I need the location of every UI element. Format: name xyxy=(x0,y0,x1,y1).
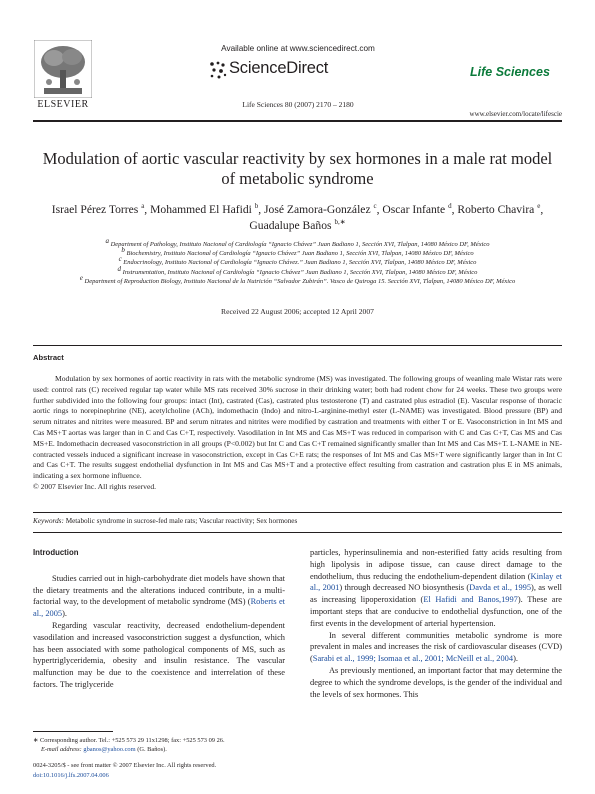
introduction-heading: Introduction xyxy=(33,548,79,557)
footnote-email-line xyxy=(33,745,285,754)
affiliation-item xyxy=(50,246,545,258)
elsevier-tree-logo xyxy=(34,40,92,98)
author-separator: , xyxy=(451,203,458,216)
abstract-body xyxy=(33,374,562,493)
body-text: ), as well as increasing lipoperoxidation ( xyxy=(310,583,562,605)
affiliation-text: Biochemistry, Instituto Nacional of Cardiología “Ignacio Chávez” Juan Badiano 1, Sección XVI, Tlalpan, 14080 México DF, México xyxy=(124,250,474,258)
citation-link[interactable]: El Hafidi and Banos,1997 xyxy=(423,595,518,605)
affiliation-text: Department of Pathology, Instituto Nacional of Cardiología “Ignacio Chávez” Juan Badiano 1, Sección XVI, Tlalpan, 14080 México DF, México xyxy=(108,241,490,248)
affiliation-item xyxy=(50,273,545,286)
email-suffix: (G. Baños). xyxy=(137,746,167,753)
abstract-paragraph: Modulation by sex hormones of aortic reactivity in rats with the metabolic syndrome (MS) was investigated. The following groups of weanling male Wistar rats were used: control rats (C) received regular tap water while MS rats received 30% sucrose in their drinking water; both had rodent chow for 24 weeks. These two groups were further subdivided into the following four groups: intact (Int), castrated (Cas), castrated plus testosterone (T) and castrated plus estradiol (E). Vascular response of thoracic aortic rings to norepinephrine (NE), acetylcholine (ACh), indomethacin (Indo) and nitro-L-arginine-methyl ester (L-NAME) was investigated. Blood pressure (BP) and serum nitrates and nitrites were measured. BP and serum nitrates and nitrites were modified by castration and treatments with either T or E. Vasoconstriction in Int MS and Cas MS+T aortas was larger than in C and Cas C+T, respectively. Vasodilation in Int MS and Cas MS+T was reduced in comparison with C and Cas C+T, Cas MS and Cas MS+E. Indomethacin decreased vasoconstriction in all groups (P<0.002) but Int C and Cas C+T remained significantly smaller than Int MS and Cas MS+T. L-NAME in NE-contracted vessels induced a significant increase in vasoconstriction, except in Cas C+E rats; the responses of Int MS and Cas MS+T were significantly larger than in Int C and Cas C+T. The results suggest endothelial dysfunction in Int MS and Cas MS+T and a protective effect resulting from castration and castration plus E in MS animals, indicating a sex hormone influence. xyxy=(33,374,562,481)
body-text: ). These are important steps that are conducive to endothelial dysfunction, one of the first events in the development of arterial hypertension. xyxy=(310,595,563,628)
body-top-rule xyxy=(33,532,562,533)
footnote-rule xyxy=(33,731,113,732)
body-text: particles, hyperinsulinemia and non-esterified fatty acids resulting from high lipolysis in adipose tissue, can cause direct damage to the endothelium, thus reducing the endothelium-dependent dilation ( xyxy=(310,548,562,581)
author-affiliation-marker[interactable]: e xyxy=(537,202,541,211)
author-affiliation-marker[interactable]: a xyxy=(141,202,145,211)
left-column-paragraphs xyxy=(33,573,285,691)
affiliation-marker: e xyxy=(79,273,83,282)
doi-link[interactable]: doi:10.1016/j.lfs.2007.04.006 xyxy=(33,771,109,779)
author-name: Guadalupe Baños xyxy=(249,219,332,232)
author-name: Oscar Infante xyxy=(382,203,446,216)
body-paragraph xyxy=(33,620,285,691)
author-affiliation-marker[interactable]: c xyxy=(373,202,377,211)
affiliation-item xyxy=(50,264,545,277)
author-separator: , xyxy=(376,203,383,216)
email-link[interactable]: gbanos@yahoo.com xyxy=(83,746,136,753)
keywords xyxy=(33,517,562,525)
article-title: Modulation of aortic vascular reactivity by sex hormones in a male rat model of metabolic syndrome xyxy=(42,149,553,188)
body-paragraph xyxy=(310,665,562,700)
header-rule xyxy=(33,120,562,122)
keywords-label: Keywords: xyxy=(33,517,64,525)
author-affiliation-marker[interactable]: b xyxy=(254,202,259,211)
affiliation-marker: d xyxy=(117,264,122,273)
citation-link[interactable]: Kinlay et al., 2001 xyxy=(310,571,562,593)
citation-link[interactable]: Roberts et al., 2005 xyxy=(33,597,285,619)
author-affiliation-marker[interactable]: d xyxy=(448,202,452,211)
author-name: Mohammed El Hafidi xyxy=(150,203,252,216)
body-paragraph xyxy=(310,630,562,665)
left-column xyxy=(33,547,285,691)
citation-link[interactable]: Davda et al., 1995 xyxy=(469,583,532,593)
body-paragraph xyxy=(33,573,285,620)
sciencedirect-icon xyxy=(208,60,228,80)
abstract-heading: Abstract xyxy=(33,353,64,362)
author-name: José Zamora-González xyxy=(264,203,371,216)
author-separator: , xyxy=(258,203,265,216)
affiliations xyxy=(50,236,545,286)
body-text: As previously mentioned, an important factor that may determine the degree to which the syndrome develops, is the gender of the individual and the levels of sex hormones. This xyxy=(310,665,562,699)
author-name: Roberto Chavira xyxy=(457,203,535,216)
body-text: In several different communities metabolic syndrome is more prevalent in males and increases the risk of cardiovascular diseases (CVD) ( xyxy=(310,630,562,664)
affiliation-marker: a xyxy=(105,236,109,245)
available-online-text: Available online at www.sciencedirect.com xyxy=(221,44,375,53)
author-name: Israel Pérez Torres xyxy=(51,203,139,216)
received-dates: Received 22 August 2006; accepted 12 April 2007 xyxy=(221,307,374,316)
body-paragraph xyxy=(310,547,562,630)
journal-reference: Life Sciences 80 (2007) 2170 – 2180 xyxy=(242,100,354,109)
body-text: ) through decreased NO biosynthesis ( xyxy=(339,583,470,593)
front-matter-line: 0024-3205/$ - see front matter © 2007 Elsevier Inc. All rights reserved. xyxy=(33,762,217,769)
body-text: Studies carried out in high-carbohydrate diet models have shown that the dietary treatments and the alterations induced contribute, in a multi-factorial way, to the development of metabolic syndrome (MS) ( xyxy=(33,573,285,607)
affiliation-text: Endocrinology, Instituto Nacional of Cardiología “Ignacio Chávez.” Juan Badiano 1, Sección XVI, Tlalpan, 14080 México DF, México xyxy=(121,259,477,267)
citation-link[interactable]: Sarabi et al., 1999; Isomaa et al., 2001; McNeill et al., 2004 xyxy=(312,654,514,664)
abstract-top-rule xyxy=(33,345,562,346)
affiliation-text: Department of Reproduction Biology, Instituto Nacional de la Nutrición “Salvador Zubirán”. Vasco de Quiroga 15. Sección XVI, Tlalpan, 14080 México DF, México xyxy=(82,277,516,285)
author-list xyxy=(40,202,555,234)
journal-url-link[interactable]: www.elsevier.com/locate/lifescie xyxy=(469,110,562,118)
publisher-name: ELSEVIER xyxy=(37,99,89,110)
body-text: Regarding vascular reactivity, decreased endothelium-dependent vasodilation and increased vasoconstriction suggest a dysfunction, which has been associated with some pathological components of MS, such as hypertriglyceridemia, obesity and insulin resistance. The vascular malfunction may be due to the coexistence and interrelation of these factors. The triglyceride xyxy=(33,620,285,689)
corresponding-author-footnote xyxy=(33,736,285,754)
affiliation-marker: b xyxy=(121,246,125,255)
abstract-bottom-rule xyxy=(33,512,562,513)
author-separator: , xyxy=(540,203,544,216)
body-text: ). xyxy=(513,654,518,664)
right-column xyxy=(310,547,562,700)
body-text: ). xyxy=(62,609,67,619)
affiliation-marker: c xyxy=(118,255,122,264)
copyright-footer xyxy=(33,761,285,780)
author-separator: , xyxy=(144,203,151,216)
journal-logo: Life Sciences xyxy=(470,65,550,79)
affiliation-text: Instrumentation, Instituto Nacional of Cardiología “Ignacio Chávez” Juan Badiano 1, Sección XVI, Tlalpan, 14080 México DF, México xyxy=(121,268,478,276)
abstract-copyright: © 2007 Elsevier Inc. All rights reserved. xyxy=(33,481,157,491)
author-affiliation-marker[interactable]: b,∗ xyxy=(334,218,346,227)
email-label: E-mail address: xyxy=(41,746,82,753)
affiliation-item xyxy=(50,255,545,267)
keywords-text: Metabolic syndrome in sucrose-fed male rats; Vascular reactivity; Sex hormones xyxy=(65,517,298,525)
footnote-contact: ∗ Corresponding author. Tel.: +525 573 29 11x1298; fax: +525 573 09 26. xyxy=(33,737,225,744)
sciencedirect-logo: ScienceDirect xyxy=(229,59,329,77)
